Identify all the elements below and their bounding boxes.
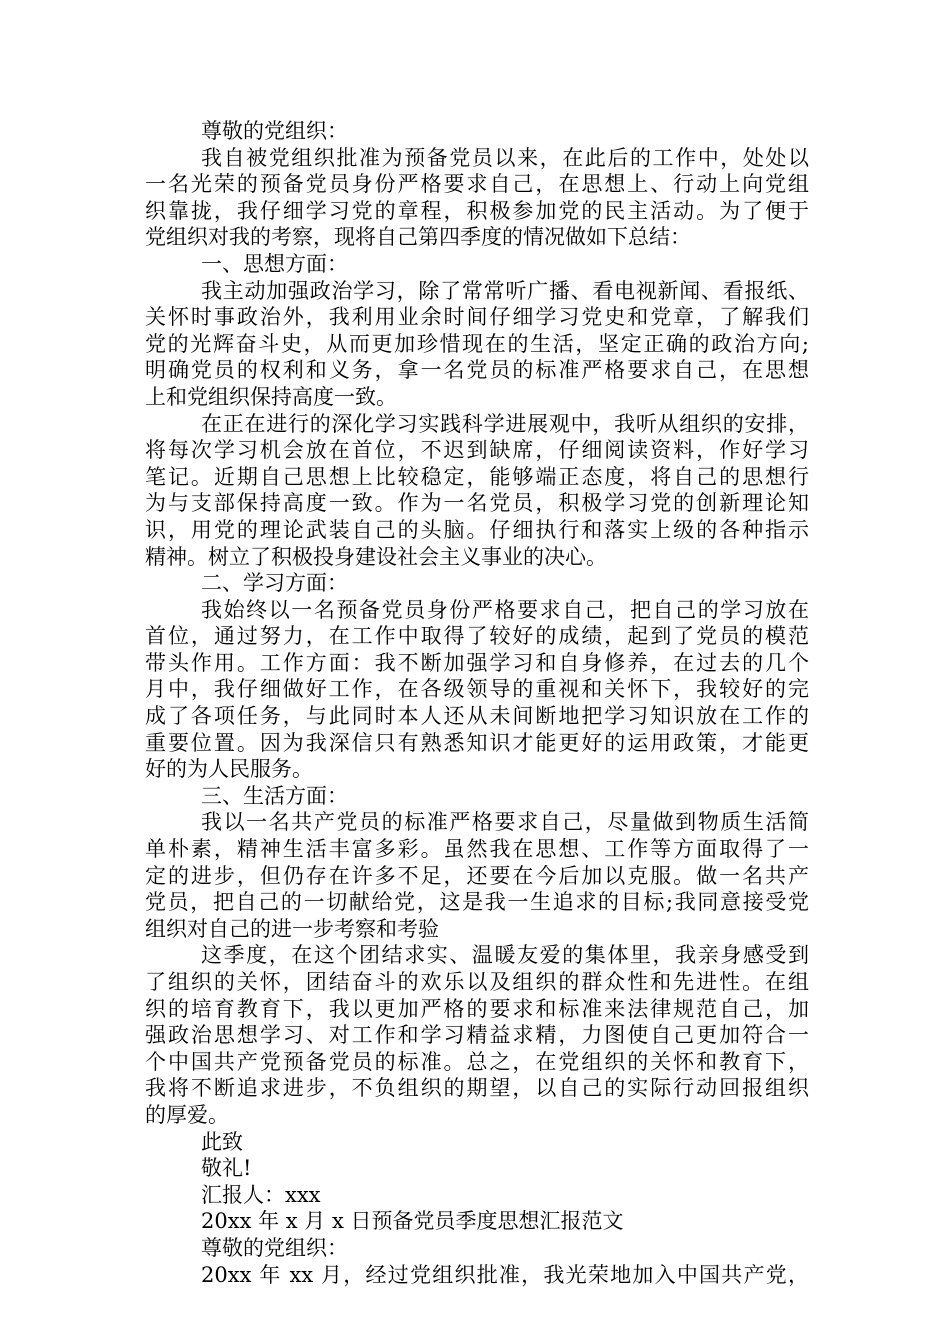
text-line: 20xx 年 xx 月，经过党组织批准，我光荣地加入中国共产党，	[201, 1262, 809, 1287]
text-line: 三、生活方面：	[201, 783, 348, 808]
text-line: 带头作用。工作方面：我不断加强学习和自身修养，在过去的几个	[145, 650, 809, 675]
text-line: 强政治思想学习、对工作和学习精益求精，力图使自己更加符合一	[145, 1023, 809, 1048]
text-line: 在正在进行的深化学习实践科学进展观中，我听从组织的安排，	[201, 411, 809, 436]
text-line: 我以一名共产党员的标准严格要求自己，尽量做到物质生活简	[201, 810, 809, 835]
text-line: 我将不断追求进步，不负组织的期望，以自己的实际行动回报组织	[145, 1076, 809, 1101]
text-line: 识，用党的理论武装自己的头脑。仔细执行和落实上级的各种指示	[145, 517, 809, 542]
text-line: 单朴素，精神生活丰富多彩。虽然我在思想、工作等方面取得了一	[145, 837, 809, 862]
text-line: 为与支部保持高度一致。作为一名党员，积极学习党的创新理论知	[145, 491, 809, 516]
text-line: 明确党员的权利和义务，拿一名党员的标准严格要求自己，在思想	[145, 358, 809, 383]
text-line: 个中国共产党预备党员的标准。总之，在党组织的关怀和教育下，	[145, 1049, 809, 1074]
text-line: 关怀时事政治外，我利用业余时间仔细学习党史和党章，了解我们	[145, 305, 809, 330]
text-line: 笔记。近期自己思想上比较稳定，能够端正态度，将自己的思想行	[145, 464, 809, 489]
text-line: 首位，通过努力，在工作中取得了较好的成绩，起到了党员的模范	[145, 624, 809, 649]
text-line: 尊敬的党组织：	[201, 1235, 348, 1260]
text-line: 我自被党组织批准为预备党员以来，在此后的工作中，处处以	[201, 145, 809, 170]
text-line: 织的培育教育下，我以更加严格的要求和标准来法律规范自己，加	[145, 996, 809, 1021]
text-line: 组织对自己的进一步考察和考验	[145, 916, 439, 941]
text-line: 我始终以一名预备党员身份严格要求自己，把自己的学习放在	[201, 597, 809, 622]
text-line: 了组织的关怀，团结奋斗的欢乐以及组织的群众性和先进性。在组	[145, 970, 809, 994]
text-line: 的厚爱。	[145, 1102, 229, 1127]
text-line: 重要位置。因为我深信只有熟悉知识才能更好的运用政策，才能更	[145, 730, 809, 755]
text-line: 敬礼!	[201, 1156, 252, 1181]
text-line: 好的为人民服务。	[145, 757, 313, 782]
text-line: 一、思想方面：	[201, 251, 348, 276]
text-line: 二、学习方面：	[201, 571, 348, 596]
text-line: 党员，把自己的一切献给党，这是我一生追求的目标;我同意接受党	[145, 890, 809, 915]
text-line: 20xx 年 x 月 x 日预备党员季度思想汇报范文	[201, 1209, 624, 1234]
text-line: 精神。树立了积极投身建设社会主义事业的决心。	[145, 544, 607, 569]
text-line: 我主动加强政治学习，除了常常听广播、看电视新闻、看报纸、	[201, 278, 809, 303]
text-line: 成了各项任务，与此同时本人还从未间断地把学习知识放在工作的	[145, 704, 809, 729]
text-line: 这季度，在这个团结求实、温暖友爱的集体里，我亲身感受到	[201, 943, 809, 968]
text-line: 织靠拢，我仔细学习党的章程，积极参加党的民主活动。为了便于	[145, 198, 809, 223]
text-line: 此致	[201, 1129, 243, 1154]
text-line: 上和党组织保持高度一致。	[145, 384, 397, 409]
document-body	[145, 118, 809, 1288]
text-line: 汇报人：xxx	[201, 1182, 321, 1207]
text-line: 党的光辉奋斗史，从而更加珍惜现在的生活，坚定正确的政治方向;	[145, 331, 809, 356]
text-line: 将每次学习机会放在首位，不迟到缺席，仔细阅读资料，作好学习	[145, 438, 809, 463]
text-line: 定的进步，但仍存在许多不足，还要在今后加以克服。做一名共产	[145, 863, 809, 888]
text-line: 尊敬的党组织：	[201, 119, 348, 143]
text-line: 月中，我仔细做好工作，在各级领导的重视和关怀下，我较好的完	[145, 677, 809, 702]
text-line: 党组织对我的考察，现将自己第四季度的情况做如下总结：	[145, 225, 691, 250]
text-line: 一名光荣的预备党员身份严格要求自己，在思想上、行动上向党组	[145, 172, 809, 197]
